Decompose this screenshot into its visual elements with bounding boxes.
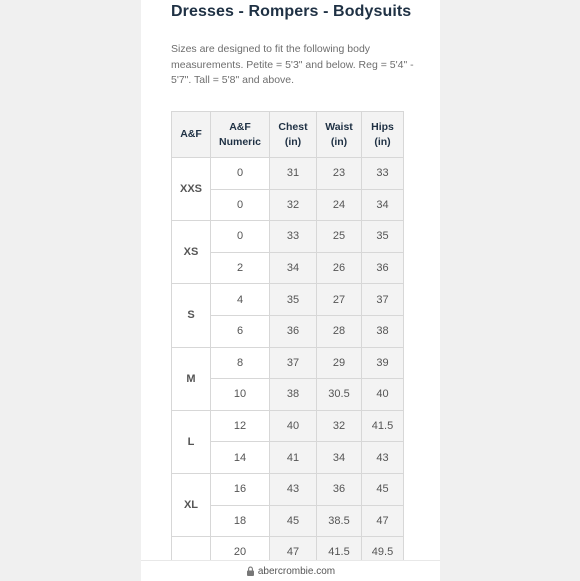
table-header-row <box>172 112 404 158</box>
size-description: Sizes are designed to fit the following body measurements. Petite = 5'3" and below. Reg = 5'4" - 5'7". Tall = 5'8" and above. <box>171 43 414 86</box>
hips-cell: 47 <box>362 505 404 537</box>
table-row <box>172 221 404 253</box>
size-label-cell: L <box>172 410 211 473</box>
hips-cell: 41.5 <box>362 410 404 442</box>
numeric-cell: 0 <box>211 221 270 253</box>
numeric-cell: 2 <box>211 252 270 284</box>
header-waist: Waist (in) <box>317 112 362 158</box>
chest-cell: 33 <box>270 221 317 253</box>
size-label-cell: XXS <box>172 158 211 221</box>
chest-cell: 35 <box>270 284 317 316</box>
numeric-cell: 18 <box>211 505 270 537</box>
browser-url-bar[interactable] <box>141 560 440 581</box>
table-row <box>172 473 404 505</box>
size-chart-body <box>172 158 404 569</box>
numeric-cell: 12 <box>211 410 270 442</box>
hips-cell: 35 <box>362 221 404 253</box>
numeric-cell: 4 <box>211 284 270 316</box>
size-label-cell: XS <box>172 221 211 284</box>
chest-cell: 40 <box>270 410 317 442</box>
header-af-numeric: A&F Numeric <box>211 112 270 158</box>
hips-cell: 43 <box>362 442 404 474</box>
hips-cell: 49.5 <box>362 537 404 569</box>
header-chest: Chest (in) <box>270 112 317 158</box>
hips-cell: 45 <box>362 473 404 505</box>
waist-cell: 25 <box>317 221 362 253</box>
chest-cell: 43 <box>270 473 317 505</box>
waist-cell: 26 <box>317 252 362 284</box>
page-title: Dresses - Rompers - Bodysuits <box>171 3 412 20</box>
url-text[interactable]: abercrombie.com <box>257 565 336 577</box>
numeric-cell: 14 <box>211 442 270 474</box>
numeric-cell: 0 <box>211 158 270 190</box>
lock-icon <box>246 566 255 576</box>
hips-cell: 37 <box>362 284 404 316</box>
waist-cell: 32 <box>317 410 362 442</box>
hips-cell: 40 <box>362 379 404 411</box>
numeric-cell: 6 <box>211 315 270 347</box>
waist-cell: 41.5 <box>317 537 362 569</box>
hips-cell: 39 <box>362 347 404 379</box>
numeric-cell: 20 <box>211 537 270 569</box>
header-hips: Hips (in) <box>362 112 404 158</box>
header-af: A&F <box>172 112 211 158</box>
chest-cell: 47 <box>270 537 317 569</box>
hips-cell: 33 <box>362 158 404 190</box>
size-chart-table <box>171 111 404 569</box>
waist-cell: 36 <box>317 473 362 505</box>
numeric-cell: 10 <box>211 379 270 411</box>
chest-cell: 34 <box>270 252 317 284</box>
waist-cell: 28 <box>317 315 362 347</box>
table-row <box>172 158 404 190</box>
numeric-cell: 16 <box>211 473 270 505</box>
numeric-cell: 0 <box>211 189 270 221</box>
table-row <box>172 284 404 316</box>
waist-cell: 27 <box>317 284 362 316</box>
chest-cell: 36 <box>270 315 317 347</box>
size-label-cell: M <box>172 347 211 410</box>
table-row <box>172 347 404 379</box>
chest-cell: 31 <box>270 158 317 190</box>
hips-cell: 34 <box>362 189 404 221</box>
waist-cell: 24 <box>317 189 362 221</box>
chest-cell: 45 <box>270 505 317 537</box>
chest-cell: 38 <box>270 379 317 411</box>
hips-cell: 36 <box>362 252 404 284</box>
chest-cell: 32 <box>270 189 317 221</box>
waist-cell: 30.5 <box>317 379 362 411</box>
size-guide-page <box>141 0 440 580</box>
table-row <box>172 410 404 442</box>
hips-cell: 38 <box>362 315 404 347</box>
waist-cell: 29 <box>317 347 362 379</box>
waist-cell: 38.5 <box>317 505 362 537</box>
waist-cell: 34 <box>317 442 362 474</box>
size-label-cell: XL <box>172 473 211 536</box>
chest-cell: 37 <box>270 347 317 379</box>
numeric-cell: 8 <box>211 347 270 379</box>
size-label-cell: S <box>172 284 211 347</box>
chest-cell: 41 <box>270 442 317 474</box>
waist-cell: 23 <box>317 158 362 190</box>
